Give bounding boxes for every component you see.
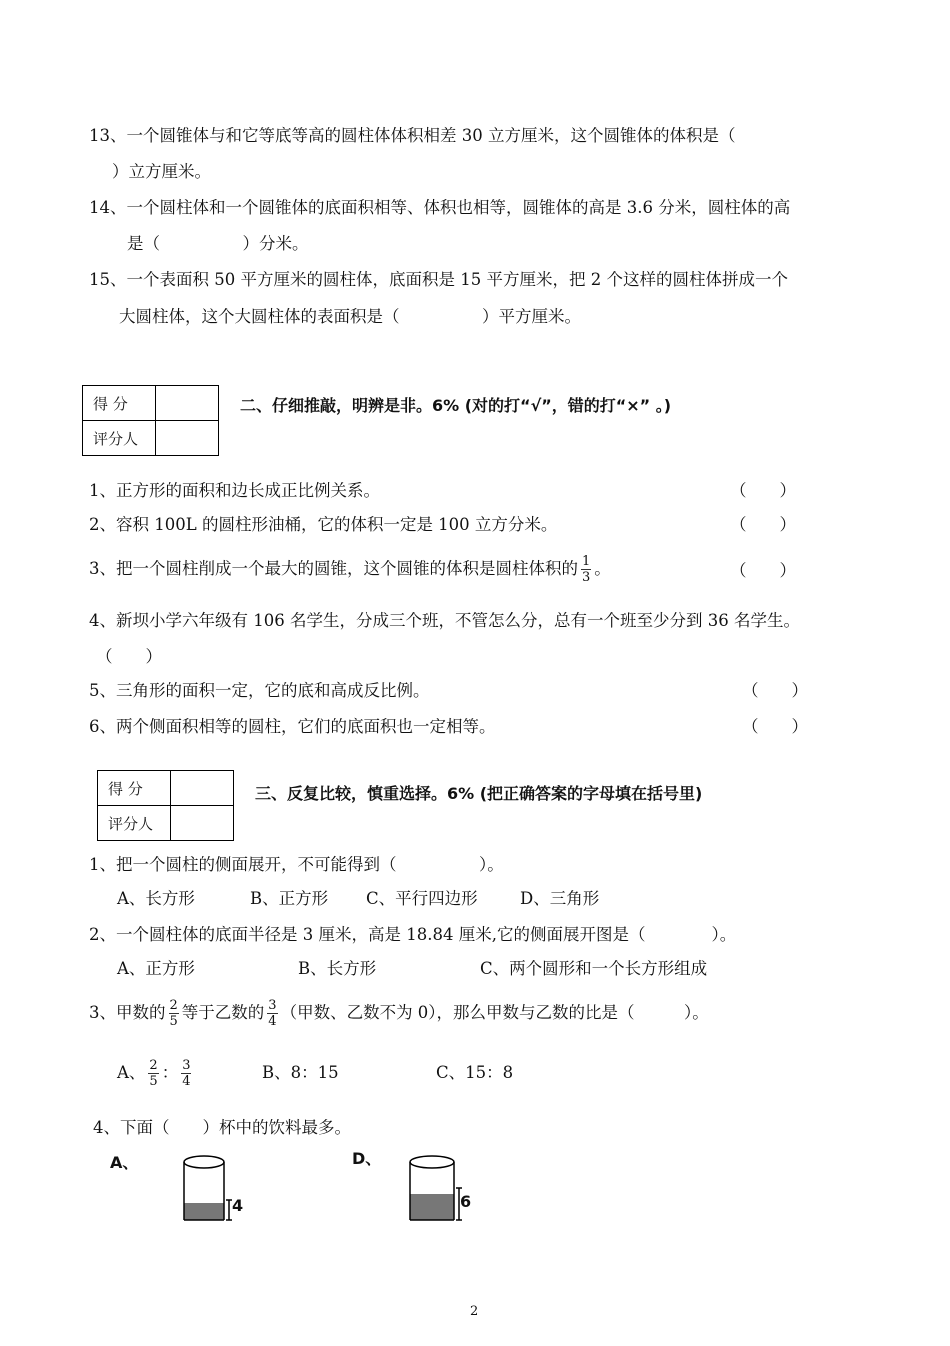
q14-line2: 是（ ）分米。 <box>127 234 309 253</box>
fraction-denominator: 3 <box>582 570 591 585</box>
score-cell[interactable] <box>156 386 219 421</box>
q15-line1: 15、一个表面积 50 平方厘米的圆柱体，底面积是 15 平方厘米，把 2 个这样的圆柱体拼成一个 <box>89 270 788 289</box>
score-cell[interactable] <box>171 771 234 806</box>
fraction-numerator: 2 <box>169 998 178 1013</box>
s3-q2-option-a: A、正方形 <box>117 959 195 978</box>
s3-q3-part-b: 等于乙数的 <box>181 1003 265 1022</box>
q14-line1: 14、一个圆柱体和一个圆锥体的底面积相等、体积也相等，圆锥体的高是 3.6 分米，圆柱体的高 <box>89 198 791 217</box>
cup-d-figure <box>402 1152 482 1230</box>
cup-a-figure <box>176 1152 256 1230</box>
ratio-colon: ： <box>161 1063 179 1082</box>
fraction-numerator: 3 <box>182 1058 191 1073</box>
option-prefix: A、 <box>117 1063 146 1082</box>
grader-cell[interactable] <box>156 421 219 456</box>
fraction-numerator: 2 <box>149 1058 158 1073</box>
section2-title: 二、仔细推敲，明辨是非。6% (对的打“√”，错的打“×” 。) <box>240 396 672 415</box>
s3-q1: 1、把一个圆柱的侧面展开，不可能得到（ ）。 <box>89 855 504 874</box>
s3-q4: 4、下面（ ）杯中的饮料最多。 <box>93 1118 351 1137</box>
cup-d-label: D、 <box>352 1149 382 1168</box>
s2-item6: 6、两个侧面积相等的圆柱，它们的底面积也一定相等。 <box>89 717 496 736</box>
s2-item5: 5、三角形的面积一定，它的底和高成反比例。 <box>89 681 430 700</box>
fraction <box>181 1058 191 1089</box>
fraction <box>148 1058 158 1089</box>
s3-q3-option-a <box>117 1058 194 1089</box>
fraction-denominator: 5 <box>149 1074 158 1089</box>
fraction-numerator: 3 <box>268 998 277 1013</box>
s2-item3-bracket: （ ） <box>730 561 796 580</box>
section2-score-box <box>82 385 219 456</box>
cup-d-height-mark: 6 <box>460 1192 472 1211</box>
s3-q1-option-a: A、长方形 <box>117 889 195 908</box>
cup-a-rim <box>184 1156 224 1168</box>
fraction-denominator: 4 <box>268 1014 277 1029</box>
s3-q1-option-b: B、正方形 <box>250 889 329 908</box>
s3-q3-option-c: C、15：8 <box>436 1063 514 1082</box>
fraction <box>169 998 179 1029</box>
score-label: 得 分 <box>83 386 156 421</box>
cup-d-drink <box>410 1194 454 1220</box>
fraction <box>267 998 277 1029</box>
s2-item2: 2、容积 100L 的圆柱形油桶，它的体积一定是 100 立方分米。 <box>89 515 558 534</box>
section3-score-box <box>97 770 234 841</box>
s2-item4: 4、新坝小学六年级有 106 名学生，分成三个班，不管怎么分，总有一个班至少分到 36 名学生。 <box>89 611 800 630</box>
s3-q1-option-c: C、平行四边形 <box>366 889 478 908</box>
s3-q2-option-c: C、两个圆形和一个长方形组成 <box>480 959 708 978</box>
q13-line1: 13、一个圆锥体与和它等底等高的圆柱体体积相差 30 立方厘米，这个圆锥体的体积是（ <box>89 126 736 145</box>
s3-q3 <box>89 998 709 1029</box>
q13-line2: ）立方厘米。 <box>112 162 211 181</box>
s2-item1-bracket: （ ） <box>730 481 796 500</box>
cup-a-label: A、 <box>110 1153 139 1172</box>
fraction-numerator: 1 <box>582 554 591 569</box>
s2-item1: 1、正方形的面积和边长成正比例关系。 <box>89 481 380 500</box>
fraction <box>581 554 591 585</box>
s3-q3-part-a: 3、甲数的 <box>89 1003 166 1022</box>
s2-item5-bracket: （ ） <box>742 681 808 700</box>
grader-label: 评分人 <box>98 806 171 841</box>
s3-q3-option-b: B、8：15 <box>262 1063 339 1082</box>
grader-cell[interactable] <box>171 806 234 841</box>
fraction-denominator: 4 <box>182 1074 191 1089</box>
s2-item4-bracket: （ ） <box>96 647 162 666</box>
s3-q3-part-c: （甲数、乙数不为 0），那么甲数与乙数的比是（ ）。 <box>280 1003 709 1022</box>
s2-item2-bracket: （ ） <box>730 515 796 534</box>
s3-q1-option-d: D、三角形 <box>520 889 600 908</box>
cup-a-height-mark: 4 <box>232 1196 244 1215</box>
s2-item3-text: 3、把一个圆柱削成一个最大的圆锥，这个圆锥的体积是圆柱体积的 <box>89 559 578 578</box>
grader-label: 评分人 <box>83 421 156 456</box>
s2-item3-tail: 。 <box>594 559 611 578</box>
fraction-denominator: 5 <box>169 1014 178 1029</box>
section3-title: 三、反复比较，慎重选择。6% (把正确答案的字母填在括号里) <box>255 784 703 803</box>
s3-q2: 2、一个圆柱体的底面半径是 3 厘米，高是 18.84 厘米,它的侧面展开图是（ ）。 <box>89 925 737 944</box>
cup-a-drink <box>184 1203 224 1220</box>
score-label: 得 分 <box>98 771 171 806</box>
s2-item6-bracket: （ ） <box>742 717 808 736</box>
cup-d-rim <box>410 1156 454 1168</box>
q15-line2: 大圆柱体，这个大圆柱体的表面积是（ ）平方厘米。 <box>119 307 581 326</box>
s3-q2-option-b: B、长方形 <box>298 959 377 978</box>
page-number: 2 <box>470 1304 479 1319</box>
s2-item3 <box>89 554 611 585</box>
